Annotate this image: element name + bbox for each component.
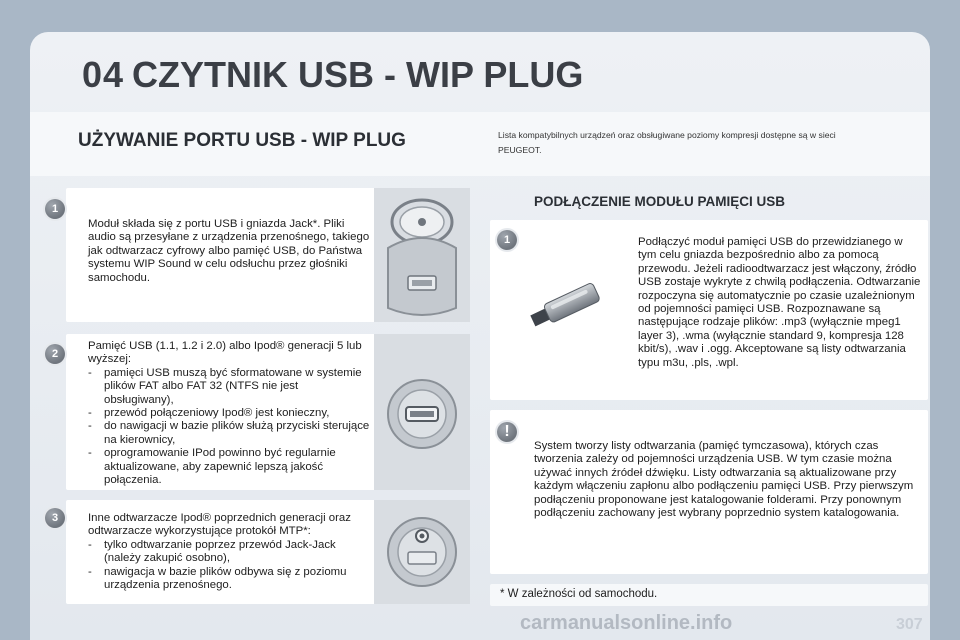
section-title: UŻYWANIE PORTU USB - WIP PLUG [78,130,406,151]
item-1-illustration [374,188,470,322]
item-3-text [88,512,370,592]
page-number: 307 [896,616,923,633]
warning-text: System tworzy listy odtwarzania (pamięć tymczasowa), których czas tworzenia zależy od pojemności urządzenia USB. W tym czasie można używać innych źródeł dźwięku. Listy odtwarzania są aktualizowane przy każdym włączeniu zapłonu albo podłączeniu pamięci USB. Przy pierwszym podłączeniu proponowane jest katalogowanie folderami. Przy ponownym podłączeniu zachowany jest wybrany poprzednio system katalogowania. [534,440,914,520]
usb-stick-illustration [520,282,610,332]
chapter-number: 04 [82,54,125,95]
item-1-marker: 1 [45,199,65,219]
connection-text: Podłączyć moduł pamięci USB do przewidzianego w tym celu gniazda bezpośrednio albo za pomocą przewodu. Jeżeli radioodtwarzacz jest włączony, źródło USB zostaje wykryte z chwilą podłączenia. Odtwarzanie rozpoczyna się automatycznie po czasie uzależnionym od pojemności pamięci USB. Rozpoznawane są następujące rodzaje plików: .mp3 (wyłącznie mpeg1 layer 3), .wma (wyłącznie standard 9, kompresja 128 kbit/s), .wav i .ogg. Akceptowane są listy odtwarzania typu m3u, .pls, .wpl. [638,236,921,369]
item-2-paragraph: Pamięć USB (1.1, 1.2 i 2.0) albo Ipod® generacji 5 lub wyższej: [88,340,362,366]
item-3-bullet: - tylko odtwarzanie poprzez przewód Jack-Jack (należy zakupić osobno), [88,539,370,566]
item-2-illustration [374,334,470,490]
item-3-marker: 3 [45,508,65,528]
item-1-text [88,218,370,285]
item-2-marker: 2 [45,344,65,364]
watermark: carmanualsonline.info [520,612,733,634]
item-3-illustration [374,500,470,604]
item-3-bullet: - nawigacja w bazie plików odbywa się z poziomu urządzenia przenośnego. [88,566,370,593]
item-2-bullet: - do nawigacji w bazie plików służą przyciski sterujące na kierownicy, [88,420,370,447]
item-1-paragraph: Moduł składa się z portu USB i gniazda Jack*. Pliki audio są przesyłane z urządzenia przenośnego, takiego jak odtwarzacz cyfrowy albo pamięć USB, do Państwa systemu WIP Sound w celu odsłuchu przez głośniki samochodu. [88,218,370,284]
connection-subhead: PODŁĄCZENIE MODUŁU PAMIĘCI USB [534,194,786,209]
item-2-bullet: - pamięci USB muszą być sformatowane w systemie plików FAT albo FAT 32 (NTFS nie jest obsługiwany), [88,367,370,407]
compatibility-note: Lista kompatybilnych urządzeń oraz obsługiwane poziomy kompresji dostępne są w sieci PEUGEOT. [498,130,836,155]
item-2-bullet: - oprogramowanie IPod powinno być regularnie aktualizowane, aby zapewnić lepszą jakość połączenia. [88,447,370,487]
item-3-paragraph: Inne odtwarzacze Ipod® poprzednich generacji oraz odtwarzacze wykorzystujące protokół MTP*: [88,512,351,538]
item-2-bullets [88,367,370,488]
item-3-bullets [88,539,370,593]
chapter-title: CZYTNIK USB - WIP PLUG [132,54,584,95]
item-2-text [88,340,370,487]
connection-marker: 1 [497,230,517,250]
item-2-bullet: - przewód połączeniowy Ipod® jest konieczny, [88,407,370,420]
warning-icon: ! [497,422,517,442]
footnote: * W zależności od samochodu. [500,588,658,600]
